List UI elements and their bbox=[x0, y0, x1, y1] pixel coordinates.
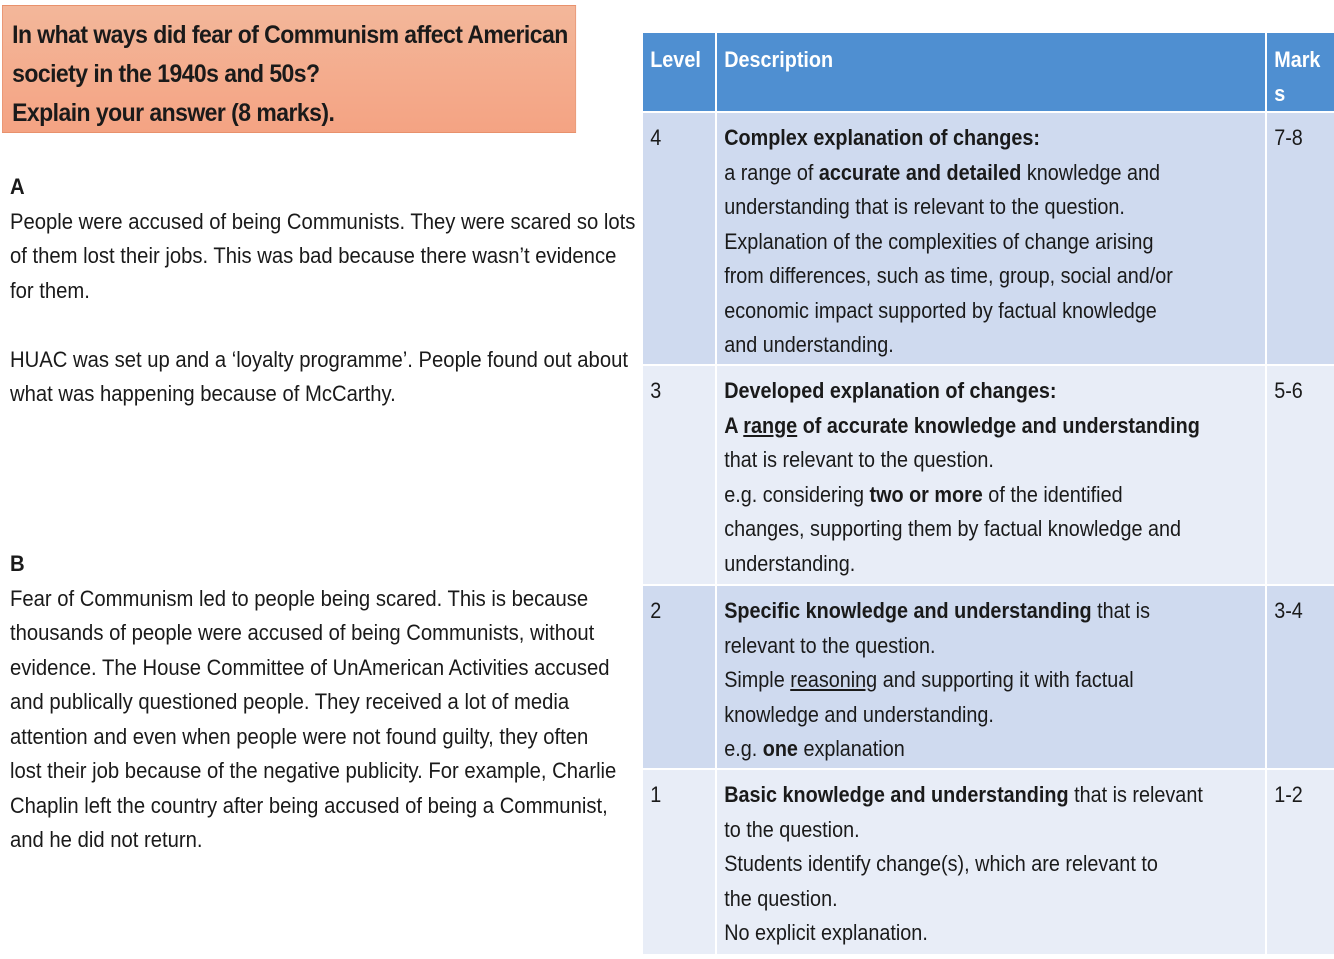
answer-line: of them lost their jobs. This was bad because there wasn’t evidence bbox=[10, 243, 617, 268]
answer-line: Chaplin left the country after being accused of being a Communist, bbox=[10, 792, 608, 818]
level-cell: 4 bbox=[643, 112, 716, 365]
description-cell: Basic knowledge and understanding that is relevant to the question. Students identify change(s), which are relevant to the question. No explicit explanation. bbox=[716, 769, 1266, 954]
answer-line: and he did not return. bbox=[10, 827, 203, 852]
marks-cell: 5-6 bbox=[1266, 365, 1334, 585]
answer-a bbox=[10, 170, 636, 412]
answer-line: HUAC was set up and a ‘loyalty programme’. People found out about bbox=[10, 346, 628, 372]
description-cell: Specific knowledge and understanding that is relevant to the question. Simple reasoning and supporting it with factual knowledge and understanding. e.g. one explanation bbox=[716, 585, 1266, 769]
description-cell: Complex explanation of changes: a range of accurate and detailed knowledge and understanding that is relevant to the question. Explanation of the complexities of change arising from differences, such as time, group, social and/or economic impact supported by factual knowledge and understanding. bbox=[716, 112, 1266, 365]
mark-scheme-table bbox=[643, 33, 1334, 954]
table-row bbox=[643, 769, 1334, 954]
answer-line: attention and even when people were not found guilty, they often bbox=[10, 723, 589, 749]
level-cell: 2 bbox=[643, 585, 716, 769]
header-marks: Mark s bbox=[1266, 33, 1334, 112]
table-row bbox=[643, 365, 1334, 585]
header-level: Level bbox=[643, 33, 716, 112]
answer-line: what was happening because of McCarthy. bbox=[10, 381, 396, 406]
level-cell: 1 bbox=[643, 769, 716, 954]
table-header-row bbox=[643, 33, 1334, 112]
table-row bbox=[643, 585, 1334, 769]
answer-line: Fear of Communism led to people being scared. This is because bbox=[10, 585, 589, 611]
level-cell: 3 bbox=[643, 365, 716, 585]
marks-cell: 7-8 bbox=[1266, 112, 1334, 365]
answer-line: and publically questioned people. They received a lot of media bbox=[10, 689, 570, 714]
answer-b bbox=[10, 547, 617, 858]
answer-line: lost their job because of the negative publicity. For example, Charlie bbox=[10, 758, 617, 783]
answer-line: thousands of people were accused of being Communists, without bbox=[10, 620, 595, 645]
answer-label: B bbox=[10, 551, 25, 576]
question-line: Explain your answer (8 marks). bbox=[12, 99, 335, 127]
table-row bbox=[643, 112, 1334, 365]
header-description: Description bbox=[716, 33, 1266, 112]
marks-cell: 3-4 bbox=[1266, 585, 1334, 769]
question-box bbox=[2, 5, 576, 133]
description-cell: Developed explanation of changes: A range of accurate knowledge and understanding that is relevant to the question. e.g. considering two or more of the identified changes, supporting them by factual knowledge and understanding. bbox=[716, 365, 1266, 585]
question-line: society in the 1940s and 50s? bbox=[12, 60, 320, 88]
answer-line: evidence. The House Committee of UnAmerican Activities accused bbox=[10, 654, 610, 680]
answer-label: A bbox=[10, 174, 25, 199]
question-line: In what ways did fear of Communism affect American bbox=[12, 21, 568, 49]
marks-cell: 1-2 bbox=[1266, 769, 1334, 954]
answer-line: People were accused of being Communists. They were scared so lots bbox=[10, 208, 636, 234]
answer-line: for them. bbox=[10, 277, 90, 303]
